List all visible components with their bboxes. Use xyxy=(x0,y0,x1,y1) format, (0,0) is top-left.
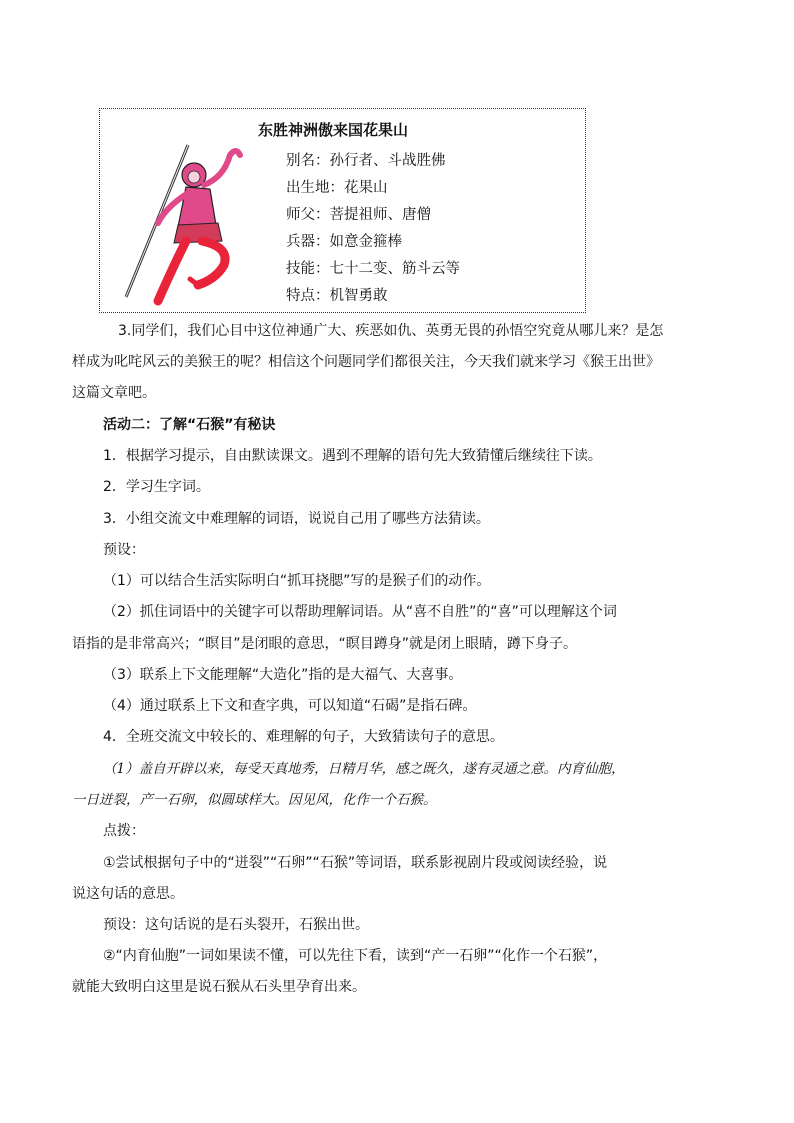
paragraph-3-line1: 3.同学们，我们心目中这位神通广大、疾恶如仇、英勇无畏的孙悟空究竟从哪儿来？是怎 xyxy=(118,323,664,339)
profile-card xyxy=(99,108,586,313)
item-3: （3）联系上下文能理解“大造化”指的是大福气、大喜事。 xyxy=(103,667,463,683)
card-title: 东胜神洲傲来国花果山 xyxy=(258,121,409,139)
step-4: 4．全班交流文中较长的、难理解的句子，大致猜读句子的意思。 xyxy=(103,729,504,745)
item-4: （4）通过联系上下文和查字典，可以知道“石碣”是指石碑。 xyxy=(103,698,477,714)
card-traits: 特点：机智勇敢 xyxy=(286,288,388,304)
tip-2-line1: ②“内育仙胞”一词如果读不懂，可以先往下看，读到“产一石卵”“化作一个石猴”， xyxy=(103,948,608,964)
quote-line1: （1）盖自开辟以来，每受天真地秀，日精月华，感之既久，遂有灵通之意。内育仙胞， xyxy=(103,761,625,777)
card-skills: 技能：七十二变、筋斗云等 xyxy=(286,261,460,277)
activity-heading: 活动二：了解“石猴”有秘诀 xyxy=(103,417,276,433)
card-birthplace: 出生地：花果山 xyxy=(286,180,388,196)
dianbo-label: 点拨： xyxy=(103,823,145,839)
monkey-king-illustration xyxy=(106,137,246,309)
quote-line2: 一日迸裂，产一石卵，似圆球样大。因见风，化作一个石猴。 xyxy=(72,792,437,808)
step-2: 2．学习生字词。 xyxy=(103,479,210,495)
preset-2: 预设：这句话说的是石头裂开，石猴出世。 xyxy=(103,917,369,933)
card-weapon: 兵器：如意金箍棒 xyxy=(286,234,402,250)
step-1: 1．根据学习提示，自由默读课文。遇到不理解的语句先大致猜懂后继续往下读。 xyxy=(103,448,602,464)
tip-2-line2: 就能大致明白这里是说石猴从石头里孕育出来。 xyxy=(72,979,366,995)
step-3: 3．小组交流文中难理解的词语，说说自己用了哪些方法猜读。 xyxy=(103,511,490,527)
paragraph-3-line3: 这篇文章吧。 xyxy=(72,385,156,401)
paragraph-3-line2: 样成为叱咤风云的美猴王的呢？相信这个问题同学们都很关注，今天我们就来学习《猴王出世》 xyxy=(72,354,660,370)
card-master: 师父：菩提祖师、唐僧 xyxy=(286,207,431,223)
item-2-line2: 语指的是非常高兴；“瞑目”是闭眼的意思，“瞑目蹲身”就是闭上眼睛，蹲下身子。 xyxy=(72,636,578,652)
item-2-line1: （2）抓住词语中的关键字可以帮助理解词语。从“喜不自胜”的“喜”可以理解这个词 xyxy=(103,604,617,620)
tip-1-line2: 说这句话的意思。 xyxy=(72,886,184,902)
tip-1-line1: ①尝试根据句子中的“迸裂”“石卵”“石猴”等词语，联系影视剧片段或阅读经验，说 xyxy=(103,855,608,871)
preset-label: 预设： xyxy=(103,542,145,558)
card-alias: 别名：孙行者、斗战胜佛 xyxy=(286,153,446,169)
item-1: （1）可以结合生活实际明白“抓耳挠腮”写的是猴子们的动作。 xyxy=(103,573,491,589)
